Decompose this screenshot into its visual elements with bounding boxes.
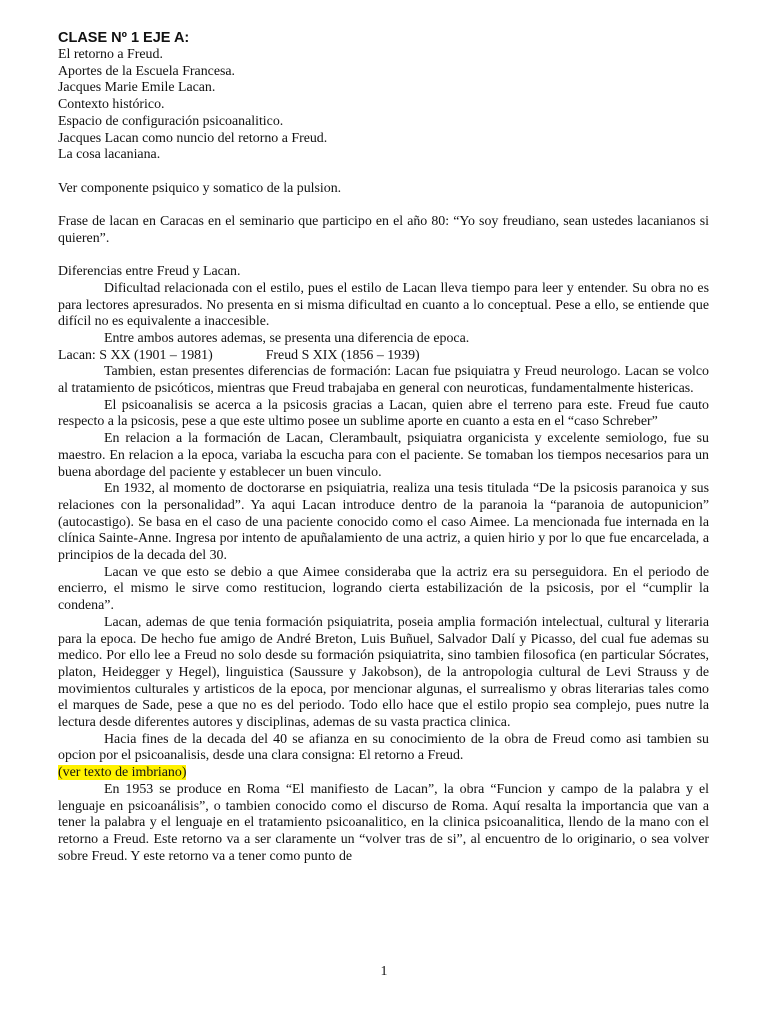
paragraph-tesis-1932: En 1932, al momento de doctorarse en psiquiatria, realiza una tesis titulada “De la psicosis paranoica y sus relaciones con la personalidad”. Ya aqui Lacan introduce dentro de la paranoia la “paranoia de autopunicion” (autocastigo). Se basa en el caso de una paciente conocido como el caso Aimee. La mencionada fue internada en la clínica Sainte-Anne. Ingresa por intento de apuñalamiento de una actriz, a quien hirio y por lo que fue encarcelada, a principios de la decada del 30. <box>58 481 709 564</box>
page-number: 1 <box>380 964 388 979</box>
dates-row <box>58 348 709 365</box>
note-pulsion: Ver componente psiquico y somatico de la pulsion. <box>58 180 342 196</box>
lacan-dates: Lacan: S XX (1901 – 1981) <box>58 347 213 363</box>
topic-item: El retorno a Freud. <box>58 47 163 62</box>
document-body <box>58 30 709 865</box>
paragraph-formacion: Tambien, estan presentes diferencias de formación: Lacan fue psiquiatra y Freud neurologo. Lacan se volco al tratamiento de psicóticos, mientras que Freud trabajaba en general con neuroticas, fundamentalmente histericas. <box>58 364 709 397</box>
paragraph-aimee: Lacan ve que esto se debio a que Aimee consideraba que la actriz era su perseguidora. En el periodo de encierro, el mismo le sirve como restitucion, logrando cierta estabilización de la psicosis, por el “cumplir la condena”. <box>58 564 709 614</box>
paragraph-epoca: Entre ambos autores ademas, se presenta una diferencia de epoca. <box>104 330 470 346</box>
topic-list <box>58 47 709 164</box>
paragraph-formacion-intelectual: Lacan, ademas de que tenia formación psiquiatrita, poseia amplia formación intelectual, cultural y literaria para la epoca. De hecho fue amigo de André Breton, Luis Buñuel, Salvador Dalí y Picasso, del cual fue ademas su medico. Por ello lee a Freud no solo desde su formación psiquiatrita, sino tambien filosofica (en particular Sócrates, platon, Heidegger y Hegel), linguistica (Saussure y Jakobson), de la antropologia cultural de Levi Strauss y de movimientos culturales y artisticos de la epoca, por mencionar algunas, el surrealismo y obras literarias tales como el marques de Sade, pese a que no es del periodo. Todo ello hace que el estilo propio sea complejo, pues nutre la lectura desde diferentes autores y disciplinas, ademas de su vasta practica clinica. <box>58 614 709 731</box>
paragraph-retorno-freud: Hacia fines de la decada del 40 se afianza en su conocimiento de la obra de Freud como asi tambien su opcion por el psicoanalisis, desde una clara consigna: El retorno a Freud. <box>58 731 709 764</box>
topic-item: Espacio de configuración psicoanalitico. <box>58 113 284 129</box>
paragraph-psicosis: El psicoanalisis se acerca a la psicosis gracias a Lacan, quien abre el terreno para este. Freud fue cauto respecto a la psicosis, pese a que este ultimo posee un sublime aporte en cuanto a esta en el “caso Schreber” <box>58 397 709 430</box>
paragraph-discurso-roma: En 1953 se produce en Roma “El manifiesto de Lacan”, la obra “Funcion y campo de la palabra y el lenguaje en psicoanálisis”, o tambien conocido como el discurso de Roma. Aquí resalta la importancia que van a tener la palabra y el lenguaje en el tratamiento psicoanalitico, en la clinica psicoanalitica, llendo de la mano con el retorno a Freud. Este retorno va a ser claramente un “volver tras de si”, al encuentro de lo originario, o sea volver sobre Freud. Y este retorno va a tener como punto de <box>58 781 709 864</box>
freud-dates: Freud S XIX (1856 – 1939) <box>265 347 420 363</box>
section-heading-diferencias: Diferencias entre Freud y Lacan. <box>58 264 241 280</box>
topic-item: La cosa lacaniana. <box>58 147 161 163</box>
paragraph-clerambault: En relacion a la formación de Lacan, Clerambault, psiquiatra organicista y excelente semiologo, fue su maestro. En relacion a la epoca, variaba la escucha para con el paciente. Se tomaban los tiempos necesarios para un buena abordage del paciente y establecer un buen vinculo. <box>58 431 709 480</box>
highlighted-note: (ver texto de imbriano) <box>58 765 187 781</box>
paragraph-estilo: Dificultad relacionada con el estilo, pues el estilo de Lacan lleva tiempo para leer y entender. Su obra no es para lectores apresurados. No presenta en si misma dificultad en cuanto a lo conceptual. Pese a ello, se entiende que difícil no es equivalente a inaccesible. <box>58 280 709 330</box>
quote-caracas: Frase de lacan en Caracas en el seminario que participo en el año 80: “Yo soy freudiano, sean ustedes lacanianos si quieren”. <box>58 214 709 246</box>
topic-item: Aportes de la Escuela Francesa. <box>58 63 236 79</box>
document-title: CLASE Nº 1 EJE A: <box>58 30 190 46</box>
highlight-note-line <box>58 765 709 782</box>
topic-item: Jacques Marie Emile Lacan. <box>58 80 216 96</box>
topic-item: Contexto histórico. <box>58 97 165 113</box>
topic-item: Jacques Lacan como nuncio del retorno a Freud. <box>58 130 328 146</box>
